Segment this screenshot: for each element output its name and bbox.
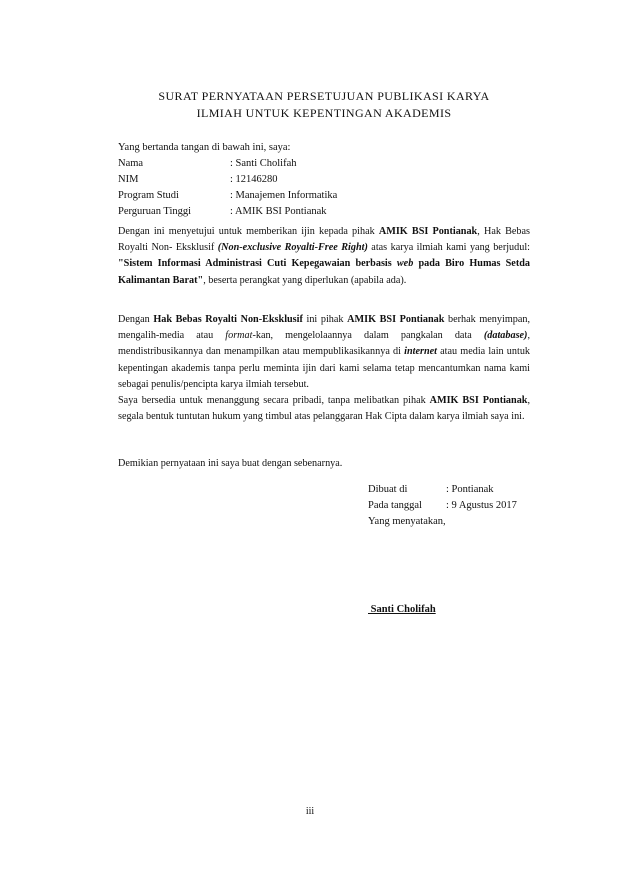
title-line-1: SURAT PERNYATAAN PERSETUJUAN PUBLIKASI KARYA	[158, 89, 490, 103]
signature-block	[368, 482, 517, 530]
title-line-2: ILMIAH UNTUK KEPENTINGAN AKADEMIS	[196, 106, 452, 120]
field-label: Program Studi	[118, 190, 179, 201]
field-value: : Santi Cholifah	[230, 158, 297, 169]
consent-paragraph	[118, 224, 530, 289]
field-row-institution	[118, 204, 337, 220]
text-run: Saya bersedia untuk menanggung secara pribadi, tanpa melibatkan pihak	[118, 395, 430, 407]
date-value: : 9 Agustus 2017	[446, 500, 517, 511]
bold-run: AMIK BSI Pontianak	[378, 226, 478, 237]
stating-text: Yang menyatakan,	[368, 516, 446, 527]
identity-block	[118, 140, 337, 220]
rights-paragraph	[118, 312, 530, 425]
made-at-row	[368, 482, 517, 498]
field-label: NIM	[118, 174, 139, 185]
text-run: atas karya ilmiah kami yang berjudul:	[367, 242, 530, 254]
field-row-nim	[118, 172, 337, 188]
bold-italic-run: (database)	[483, 330, 528, 342]
bold-run: AMIK BSI Pontianak	[347, 314, 445, 325]
bold-run: Hak Bebas Royalti Non-Eksklusif	[153, 314, 303, 325]
text-run: , Hak Bebas Royalti Non- Eksklusif	[118, 226, 530, 254]
text-run: Dengan ini menyetujui untuk memberikan ijin kepada pihak	[118, 226, 379, 237]
text-run: ini pihak	[302, 314, 348, 325]
text-run: -kan, mengelolaannya dalam pangkalan data	[252, 330, 484, 342]
bold-italic-run: web	[396, 258, 414, 270]
bold-italic-run: internet	[404, 346, 437, 358]
bold-italic-run: (Non-exclusive Royalti-Free Right)	[217, 242, 368, 254]
intro-lead: Yang bertanda tangan di bawah ini, saya:	[118, 142, 291, 153]
field-row-name	[118, 156, 337, 172]
text-run: , beserta perangkat yang diperlukan (apabila ada).	[203, 274, 407, 286]
closing-paragraph	[118, 456, 530, 472]
bold-run: "Sistem Informasi Administrasi Cuti Kepegawaian berbasis	[118, 258, 397, 270]
field-label: Perguruan Tinggi	[118, 206, 192, 217]
field-label: Nama	[118, 158, 144, 169]
page-number: iii	[305, 806, 315, 817]
text-run: atau media lain untuk kepentingan akademis tanpa perlu meminta ijin dari kami selama tetap mencantumkan nama kami sebagai penulis/pencipta karya ilmiah tersebut.	[118, 346, 531, 390]
field-value: : Manajemen Informatika	[230, 190, 338, 201]
text-run: berhak menyimpan, mengalih-media atau	[118, 314, 531, 342]
text-run: , mendistribusikannya dan menampilkan atau mempublikasikannya di	[118, 330, 530, 358]
text-run: , segala bentuk tuntutan hukum yang timbul atas pelanggaran Hak Cipta dalam karya ilmiah saya ini.	[118, 395, 530, 423]
text-run: Dengan	[118, 314, 154, 325]
field-value: : 12146280	[230, 174, 278, 185]
closing-text: Demikian pernyataan ini saya buat dengan sebenarnya.	[118, 458, 343, 469]
bold-run: pada Biro Humas Setda Kalimantan Barat"	[118, 258, 530, 286]
field-row-program	[118, 188, 337, 204]
field-value: : AMIK BSI Pontianak	[230, 206, 327, 217]
made-at-label: Dibuat di	[368, 484, 408, 495]
bold-run: AMIK BSI Pontianak	[429, 395, 528, 407]
signer-name: Santi Cholifah	[368, 604, 436, 615]
made-at-value: : Pontianak	[446, 484, 494, 495]
date-label: Pada tanggal	[368, 500, 422, 511]
italic-run: format	[225, 330, 253, 342]
document-title	[100, 88, 548, 122]
date-row	[368, 498, 517, 514]
